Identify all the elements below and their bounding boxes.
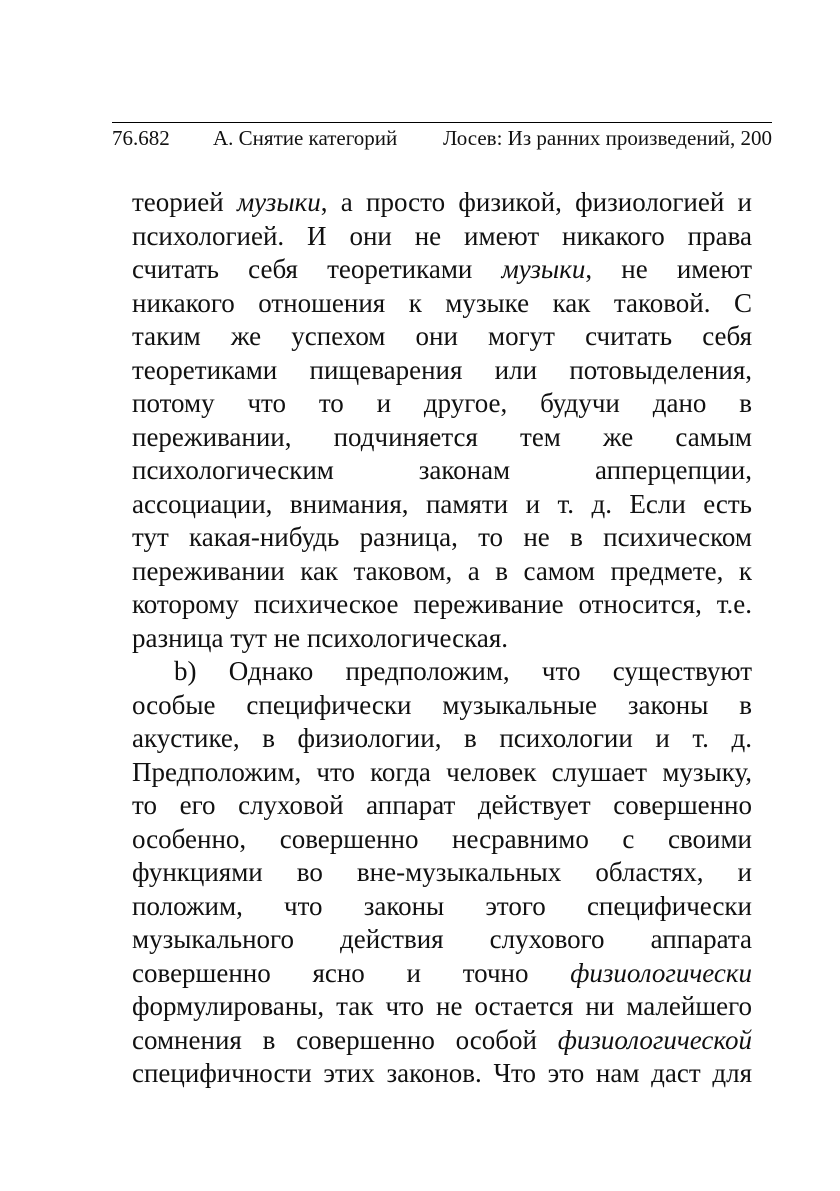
text-line: музыкального действия слухового аппарата	[132, 924, 752, 954]
text-line: разница тут не психологическая.	[132, 622, 508, 653]
paragraph-2	[132, 655, 752, 1091]
text-line: совершенно ясно и точно физиологически	[132, 957, 752, 988]
text-line: психологией. И они не имеют никакого права	[132, 220, 752, 251]
text-line: теорией музыки, а просто физикой, физиологией и	[132, 187, 753, 217]
text-line: которому психическое переживание относится, т.е.	[132, 589, 752, 619]
text-line: считать себя теоретиками музыки, не имеют	[132, 254, 752, 284]
text-line: Предположим, что когда человек слушает музыку,	[132, 756, 752, 787]
text-line: тут какая-нибудь разница, то не в психическом	[132, 522, 752, 552]
text-line: переживании, подчиняется тем же самым	[132, 421, 752, 452]
text-line: особые специфически музыкальные законы в	[132, 689, 752, 720]
section-title: А. Снятие категорий	[213, 126, 398, 150]
source-reference: Лосев: Из ранних произведений, 200	[443, 126, 772, 150]
text-line: переживании как таковом, а в самом предмете, к	[132, 555, 752, 586]
text-line: таким же успехом они могут считать себя	[132, 321, 752, 351]
text-line: потому что то и другое, будучи дано в	[132, 388, 752, 418]
text-line: положим, что законы этого специфически	[132, 890, 752, 921]
text-line: особенно, совершенно несравнимо с своими	[132, 823, 752, 854]
text-line: сомнения в совершенно особой физиологической	[132, 1024, 752, 1055]
text-line: акустике, в физиологии, в психологии и т. д.	[132, 723, 752, 753]
main-text	[132, 186, 752, 1091]
text-line: ассоциации, внимания, памяти и т. д. Если есть	[132, 488, 752, 519]
text-line: никакого отношения к музыке как таковой. С	[132, 287, 752, 318]
running-header	[112, 120, 772, 150]
text-line: теоретиками пищеварения или потовыделения,	[132, 354, 752, 385]
text-line: функциями во вне-музыкальных областях, и	[132, 857, 752, 887]
page-section-number: 76.682	[112, 126, 170, 150]
text-line: специфичности этих законов. Что это нам даст для	[132, 1058, 752, 1088]
paragraph-1	[132, 186, 752, 655]
text-line: b) Однако предположим, что существуют	[174, 656, 752, 686]
text-line: формулированы, так что не остается ни малейшего	[132, 991, 752, 1021]
text-line: психологическим законам апперцепции,	[132, 455, 752, 485]
text-line: то его слуховой аппарат действует совершенно	[132, 790, 752, 820]
